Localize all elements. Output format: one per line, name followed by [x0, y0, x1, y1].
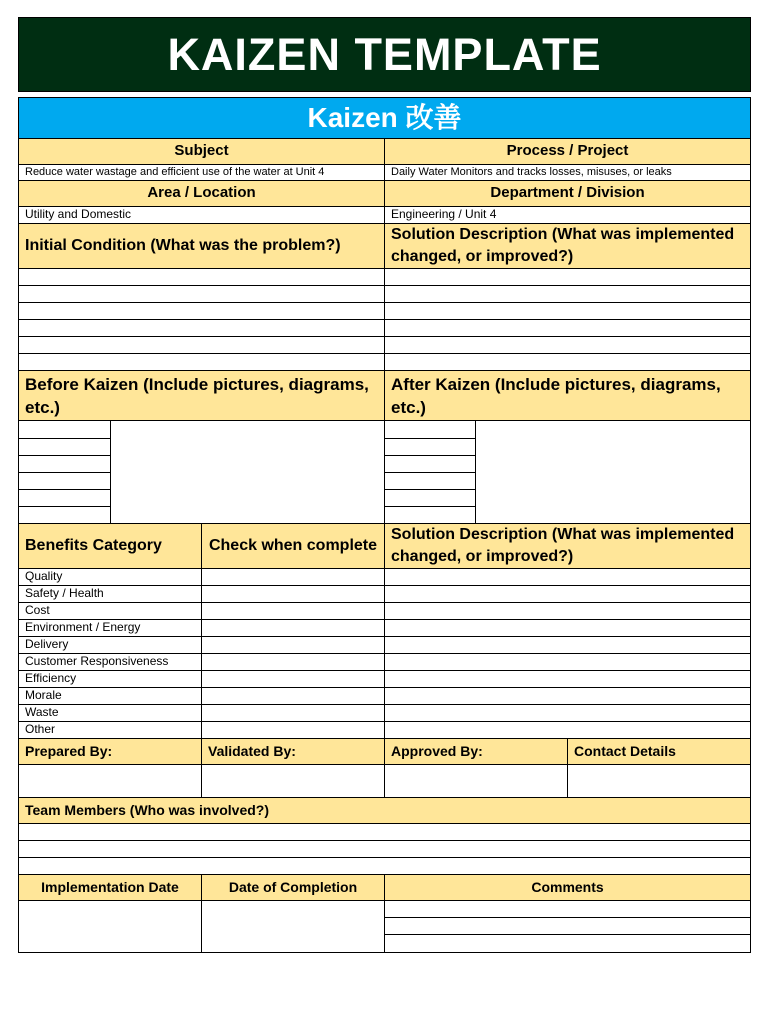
benefit-check[interactable] [202, 586, 385, 603]
comments-header: Comments [385, 875, 751, 901]
benefit-solution[interactable] [385, 603, 751, 620]
after-kaizen-line[interactable] [385, 472, 475, 489]
prepared-by-field[interactable] [19, 765, 202, 798]
solution-description-line[interactable] [385, 269, 751, 286]
benefit-solution[interactable] [385, 569, 751, 586]
area-header: Area / Location [19, 181, 385, 207]
benefit-check[interactable] [202, 705, 385, 722]
contact-details-field[interactable] [568, 765, 751, 798]
comments-line[interactable] [385, 935, 750, 952]
after-kaizen-line[interactable] [385, 506, 475, 523]
initial-condition-line[interactable] [19, 269, 385, 286]
benefit-solution[interactable] [385, 722, 751, 739]
department-header: Department / Division [385, 181, 751, 207]
kaizen-sheet [18, 17, 750, 953]
initial-condition-line[interactable] [19, 337, 385, 354]
before-kaizen-line[interactable] [19, 506, 110, 523]
team-members-line[interactable] [19, 858, 751, 875]
benefit-category: Quality [19, 569, 202, 586]
benefit-solution[interactable] [385, 654, 751, 671]
benefit-check[interactable] [202, 688, 385, 705]
benefit-solution[interactable] [385, 637, 751, 654]
benefit-category: Cost [19, 603, 202, 620]
comments-line[interactable] [385, 918, 750, 935]
benefit-category: Morale [19, 688, 202, 705]
solution-description-line[interactable] [385, 354, 751, 371]
benefit-check[interactable] [202, 654, 385, 671]
subject-header: Subject [19, 139, 385, 165]
initial-condition-header: Initial Condition (What was the problem?) [19, 224, 385, 269]
team-members-line[interactable] [19, 841, 751, 858]
solution-description-line[interactable] [385, 286, 751, 303]
solution-description-line[interactable] [385, 337, 751, 354]
kaizen-form [18, 17, 751, 953]
benefit-category: Environment / Energy [19, 620, 202, 637]
benefit-category: Delivery [19, 637, 202, 654]
process-header: Process / Project [385, 139, 751, 165]
check-when-complete-header: Check when complete [202, 524, 385, 569]
benefit-category: Waste [19, 705, 202, 722]
initial-condition-line[interactable] [19, 320, 385, 337]
solution-description-line[interactable] [385, 320, 751, 337]
benefit-solution[interactable] [385, 586, 751, 603]
solution-description-line[interactable] [385, 303, 751, 320]
benefit-check[interactable] [202, 671, 385, 688]
benefit-solution[interactable] [385, 620, 751, 637]
before-kaizen-line[interactable] [19, 489, 110, 506]
contact-details-header: Contact Details [568, 739, 751, 765]
comments-field [385, 901, 751, 953]
before-kaizen-line[interactable] [19, 455, 110, 472]
benefits-category-header: Benefits Category [19, 524, 202, 569]
comments-line[interactable] [385, 901, 750, 918]
benefit-category: Safety / Health [19, 586, 202, 603]
prepared-by-header: Prepared By: [19, 739, 202, 765]
kaizen-banner: Kaizen 改善 [19, 98, 751, 139]
after-kaizen-line[interactable] [385, 438, 475, 455]
implementation-date-field[interactable] [19, 901, 202, 953]
date-of-completion-header: Date of Completion [202, 875, 385, 901]
after-kaizen-header: After Kaizen (Include pictures, diagrams, etc.) [385, 371, 751, 421]
benefit-solution[interactable] [385, 705, 751, 722]
benefit-category: Other [19, 722, 202, 739]
approved-by-header: Approved By: [385, 739, 568, 765]
after-kaizen-line[interactable] [385, 455, 475, 472]
subject-value[interactable]: Reduce water wastage and efficient use of the water at Unit 4 [19, 165, 385, 181]
after-kaizen-line[interactable] [385, 489, 475, 506]
benefit-category: Efficiency [19, 671, 202, 688]
area-value[interactable]: Utility and Domestic [19, 207, 385, 224]
before-kaizen-line[interactable] [19, 421, 110, 438]
benefit-solution[interactable] [385, 688, 751, 705]
benefit-category: Customer Responsiveness [19, 654, 202, 671]
after-kaizen-list [385, 421, 475, 523]
department-value[interactable]: Engineering / Unit 4 [385, 207, 751, 224]
before-kaizen-line[interactable] [19, 472, 110, 489]
team-members-line[interactable] [19, 824, 751, 841]
initial-condition-line[interactable] [19, 303, 385, 320]
page-title: KAIZEN TEMPLATE [19, 18, 751, 92]
after-kaizen-line[interactable] [385, 421, 475, 438]
approved-by-field[interactable] [385, 765, 568, 798]
before-kaizen-area [19, 421, 385, 524]
benefit-check[interactable] [202, 603, 385, 620]
team-members-header: Team Members (Who was involved?) [19, 798, 751, 824]
benefit-check[interactable] [202, 722, 385, 739]
after-kaizen-picture-area[interactable] [476, 421, 750, 523]
benefit-check[interactable] [202, 569, 385, 586]
solution-description-header: Solution Description (What was implemented changed, or improved?) [385, 224, 751, 269]
benefit-check[interactable] [202, 637, 385, 654]
before-kaizen-picture-area[interactable] [111, 421, 384, 523]
after-kaizen-area [385, 421, 751, 524]
before-kaizen-line[interactable] [19, 438, 110, 455]
before-kaizen-list [19, 421, 110, 523]
benefits-solution-header: Solution Description (What was implemented changed, or improved?) [385, 524, 751, 569]
initial-condition-line[interactable] [19, 354, 385, 371]
validated-by-header: Validated By: [202, 739, 385, 765]
date-of-completion-field[interactable] [202, 901, 385, 953]
process-value[interactable]: Daily Water Monitors and tracks losses, misuses, or leaks [385, 165, 751, 181]
validated-by-field[interactable] [202, 765, 385, 798]
before-kaizen-header: Before Kaizen (Include pictures, diagrams, etc.) [19, 371, 385, 421]
implementation-date-header: Implementation Date [19, 875, 202, 901]
initial-condition-line[interactable] [19, 286, 385, 303]
benefit-solution[interactable] [385, 671, 751, 688]
benefit-check[interactable] [202, 620, 385, 637]
